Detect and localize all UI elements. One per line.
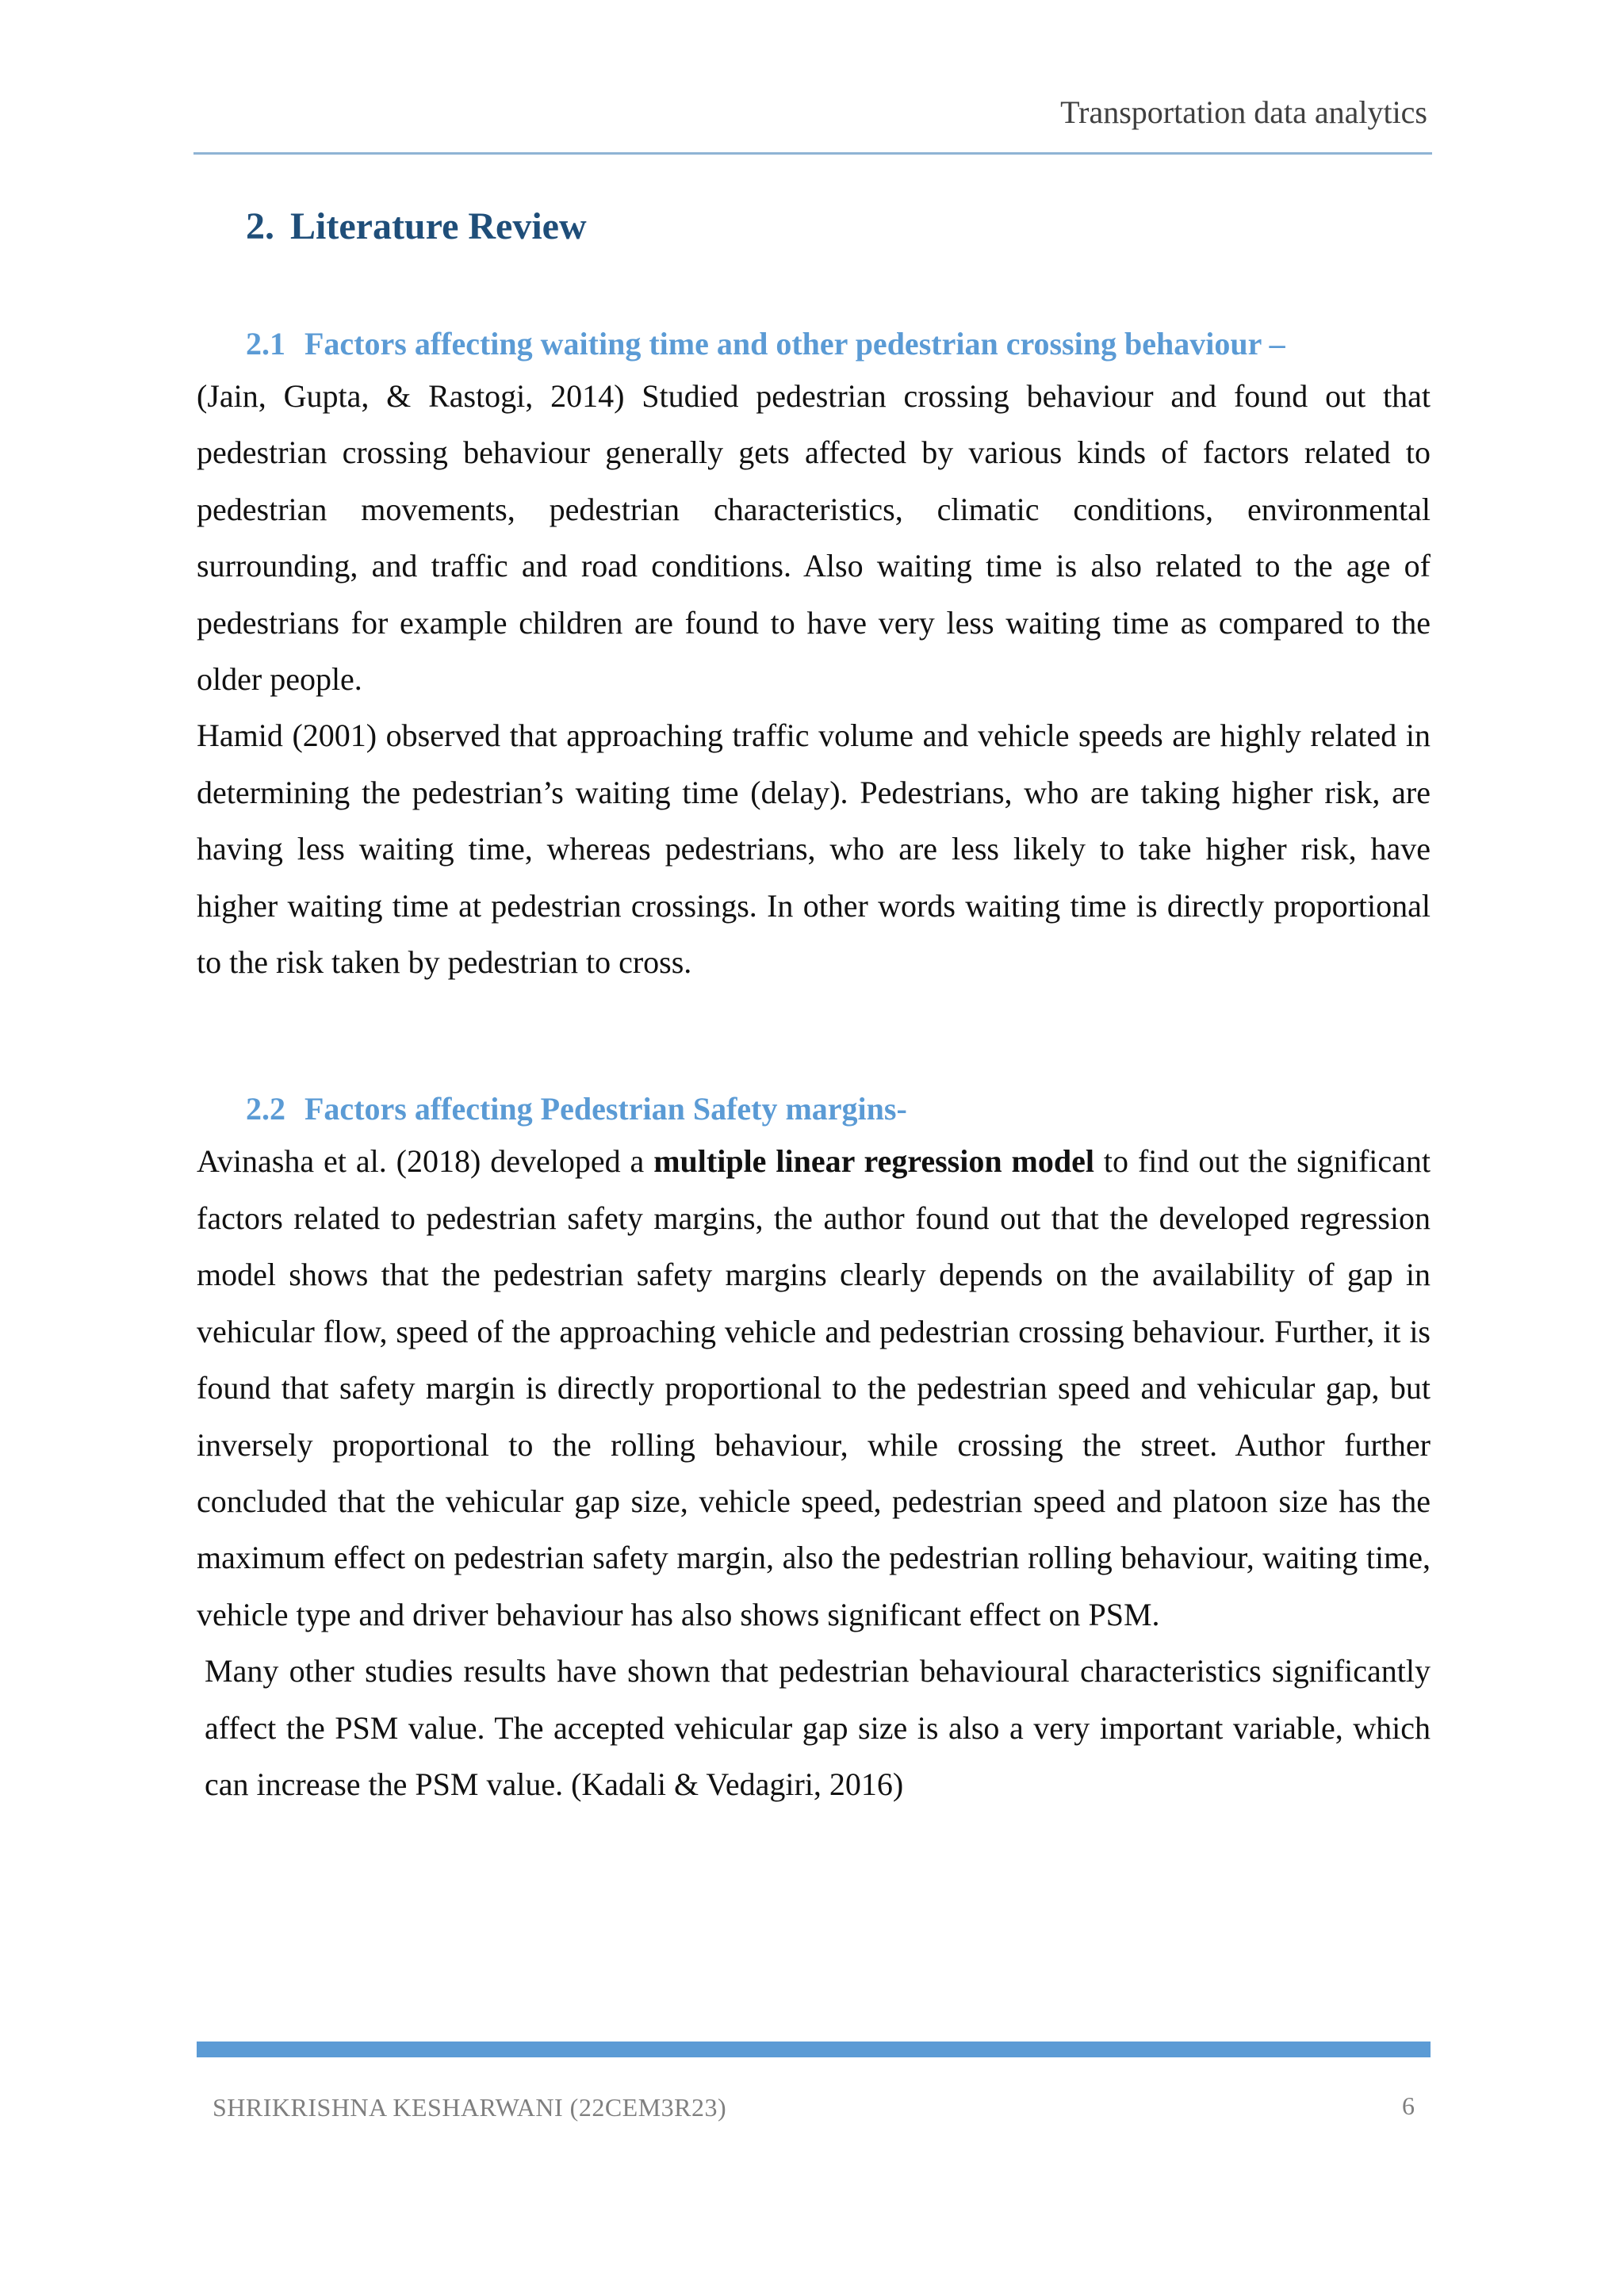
subsection-title: Factors affecting waiting time and other pedestrian crossing behaviour – bbox=[304, 326, 1285, 362]
section-title: Literature Review bbox=[290, 205, 587, 247]
running-header: Transportation data analytics bbox=[1060, 94, 1427, 130]
subsection-number: 2.1 bbox=[246, 326, 285, 362]
section-number: 2. bbox=[246, 205, 274, 247]
footer-bar bbox=[197, 2042, 1431, 2057]
section-heading bbox=[246, 198, 1431, 255]
paragraph-text: Avinasha et al. (2018) developed a bbox=[197, 1143, 654, 1180]
paragraph-jain-2014: (Jain, Gupta, & Rastogi, 2014) Studied pedestrian crossing behaviour and found out that pedestrian crossing behaviour generally gets affected by various kinds of factors related to pedestrian movements, pedestrian characteristics, climatic conditions, environmental surrounding, and traffic and road conditions. Also waiting time is also related to the age of pedestrians for example children are found to have very less waiting time as compared to the older people. bbox=[197, 378, 1431, 698]
subsection-number: 2.2 bbox=[246, 1091, 285, 1127]
header-rule bbox=[193, 152, 1432, 155]
subsection-heading-2-1 bbox=[246, 320, 1431, 368]
bold-term: multiple linear regression model bbox=[653, 1143, 1094, 1180]
paragraph-avinasha-2018 bbox=[197, 1133, 1431, 1643]
page-number: 6 bbox=[1402, 2091, 1415, 2120]
paragraph-kadali-2016: Many other studies results have shown that pedestrian behavioural characteristics significantly affect the PSM value. The accepted vehicular gap size is also a very important variable, which can increase the PSM value. (Kadali & Vedagiri, 2016) bbox=[205, 1653, 1431, 1802]
footer-author: SHRIKRISHNA KESHARWANI (22CEM3R23) bbox=[213, 2093, 727, 2122]
subsection-title: Factors affecting Pedestrian Safety margins- bbox=[304, 1091, 907, 1127]
paragraph-text: to find out the significant factors related to pedestrian safety margins, the author found out that the developed regression model shows that the pedestrian safety margins clearly depends on the availability of gap in vehicular flow, speed of the approaching vehicle and pedestrian crossing behaviour. Further, it is found that safety margin is directly proportional to the pedestrian speed and vehicular gap, but inversely proportional to the rolling behaviour, while crossing the street. Author further concluded that the vehicular gap size, vehicle speed, pedestrian speed and platoon size has the maximum effect on pedestrian safety margin, also the pedestrian rolling behaviour, waiting time, vehicle type and driver behaviour has also shows significant effect on PSM. bbox=[197, 1143, 1431, 1632]
subsection-heading-2-2 bbox=[246, 1085, 1431, 1133]
page-content bbox=[197, 198, 1431, 1812]
paragraph-hamid-2001: Hamid (2001) observed that approaching traffic volume and vehicle speeds are highly related in determining the pedestrian’s waiting time (delay). Pedestrians, who are taking higher risk, are having less waiting time, whereas pedestrians, who are less likely to take higher risk, have higher waiting time at pedestrian crossings. In other words waiting time is directly proportional to the risk taken by pedestrian to cross. bbox=[197, 718, 1431, 981]
